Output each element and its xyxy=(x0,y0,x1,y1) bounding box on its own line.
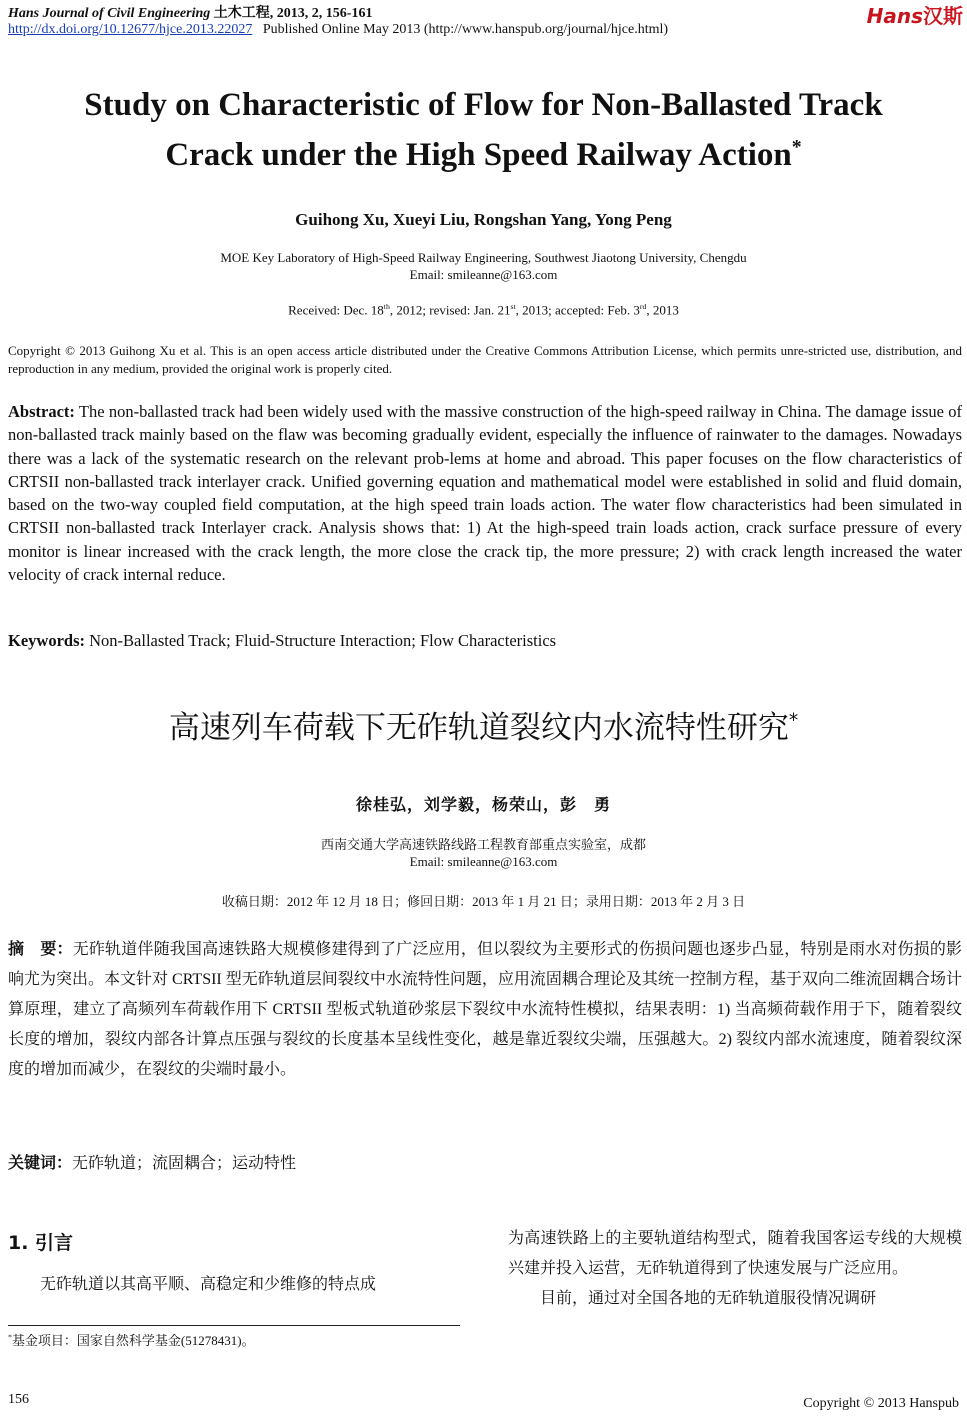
affiliation-en-line: MOE Key Laboratory of High-Speed Railway Engineering, Southwest Jiaotong University, Chengdu xyxy=(220,250,747,265)
abstract-cn-label: 摘 要： xyxy=(8,939,73,958)
journal-name-cn: 土木工程 xyxy=(213,6,270,21)
keywords-cn-label: 关键词： xyxy=(8,1153,73,1172)
volume-info: , 2013, 2, 156-161 xyxy=(269,6,373,21)
title-en-line-2-text: Crack under the High Speed Railway Action xyxy=(165,137,792,173)
abstract-cn-text: 无砟轨道伴随我国高速铁路大规模修建得到了广泛应用，但以裂纹为主要形式的伤损问题也逐步凸显，特别是雨水对伤损的影响尤为突出。本文针对 CRTSII 型无砟轨道层间裂纹中水流特性问题，应用流固耦合理论及其统一控制方程，基于双向二维流固耦合场计算原理，建立了高频列车荷载作用下 CRTSII 型板式轨道砂浆层下裂纹中水流特性模拟，结果表明：1) 当高频荷载作用于下，随着裂纹长度的增加，裂纹内部各计算点压强与裂纹的长度基本呈线性变化，越是靠近裂纹尖端，压强越大。2) 裂纹内部水流速度，随着裂纹深度的增加而减少，在裂纹的尖端时最小。 xyxy=(8,941,962,1078)
paper-title-en xyxy=(0,84,967,176)
journal-name: Hans Journal of Civil Engineering xyxy=(8,6,211,21)
published-online: Published Online May 2013 (http://www.hanspub.org/journal/hjce.html) xyxy=(262,22,669,37)
abstract-cn xyxy=(8,934,962,1085)
journal-citation xyxy=(8,2,372,22)
received-text-3: , 2013; accepted: Feb. 3 xyxy=(515,302,640,318)
abstract-en xyxy=(8,400,962,586)
affiliation-cn xyxy=(0,836,967,870)
authors-cn: 徐桂弘，刘学毅，杨荣山，彭 勇 xyxy=(355,795,611,814)
title-footnote-mark: * xyxy=(791,136,802,158)
authors-en: Guihong Xu, Xueyi Liu, Rongshan Yang, Yong Peng xyxy=(295,210,672,229)
page-number: 156 xyxy=(8,1392,29,1407)
footer-copyright: Copyright © 2013 Hanspub xyxy=(803,1396,959,1411)
keywords-label: Keywords: xyxy=(8,631,85,650)
received-sup-1: th xyxy=(383,302,390,311)
abstract-label: Abstract: xyxy=(8,402,75,421)
affiliation-cn-line: 西南交通大学高速铁路线路工程教育部重点实验室，成都 xyxy=(320,837,646,852)
footnote-funding xyxy=(8,1330,255,1349)
received-text-1: Received: Dec. 18 xyxy=(288,302,384,318)
keywords-en xyxy=(8,631,962,651)
affiliation-en xyxy=(0,249,967,283)
logo-text-en: Hans xyxy=(866,4,923,28)
intro-paragraph-left: 无砟轨道以其高平顺、高稳定和少维修的特点成 xyxy=(40,1276,377,1293)
received-sup-2: st xyxy=(510,302,516,311)
publication-line xyxy=(8,22,668,38)
intro-column-right xyxy=(508,1224,962,1314)
title-en-line-2 xyxy=(0,126,967,176)
section-heading-intro: 1. 引言 xyxy=(8,1232,74,1254)
footnote-divider xyxy=(8,1325,460,1326)
email-en: Email: smileanne@163.com xyxy=(409,267,558,282)
copyright-notice: Copyright © 2013 Guihong Xu et al. This is an open access article distributed under the Creative Commons Attribution License, which permits unre-stricted use, distribution, and reproduction in any medium, provided the original work is properly cited. xyxy=(8,343,962,376)
intro-paragraph-right-1: 为高速铁路上的主要轨道结构型式，随着我国客运专线的大规模兴建并投入运营，无砟轨道得到了快速发展与广泛应用。 xyxy=(508,1230,962,1277)
keywords-cn xyxy=(8,1150,962,1173)
intro-paragraph-right-2: 目前，通过对全国各地的无砟轨道服役情况调研 xyxy=(540,1290,877,1307)
logo-text-cn: 汉斯 xyxy=(923,4,963,28)
doi-link[interactable]: http://dx.doi.org/10.12677/hjce.2013.22027 xyxy=(8,22,253,37)
received-text-4: , 2013 xyxy=(646,302,679,318)
received-text-2: , 2012; revised: Jan. 21 xyxy=(389,302,511,318)
received-sup-3: rd xyxy=(639,302,647,311)
paper-title-cn xyxy=(0,702,967,747)
footnote-text: 基金项目：国家自然科学基金(51278431)。 xyxy=(11,1333,255,1348)
received-dates-cn: 收稿日期：2012 年 12 月 18 日；修回日期：2013 年 1 月 21 日；录用日期：2013 年 2 月 3 日 xyxy=(221,894,746,909)
abstract-text: The non-ballasted track had been widely used with the massive construction of the high-speed railway in China. The damage issue of non-ballasted track mainly based on the flaw was becoming gradually evident, especially the influence of rainwater to the damages. Nowadays there was a lack of the systematic research on the relevant prob-lems at home and abroad. This paper focuses on the flow characteristics of CRTSII non-ballasted track interlayer crack. Unified governing equation and mathematical model were established in solid and fluid domain, based on the two-way coupled field computation, at the high speed train loads action. The water flow characteristics had been simulated in CRTSII non-ballasted track Interlayer crack. Analysis shows that: 1) At the high-speed train loads action, crack surface pressure of every monitor is linear increased with the crack length, the more close the crack tip, the more pressure; 2) with crack length increased the water velocity of crack internal reduce. xyxy=(8,402,962,585)
title-cn-mark: * xyxy=(788,710,799,732)
hans-logo xyxy=(867,0,963,29)
footnote-mark: * xyxy=(8,1332,12,1342)
keywords-cn-text: 无砟轨道；流固耦合；运动特性 xyxy=(72,1155,297,1172)
title-en-line-1: Study on Characteristic of Flow for Non-Ballasted Track xyxy=(84,87,883,123)
title-cn-text: 高速列车荷载下无砟轨道裂纹内水流特性研究 xyxy=(168,710,789,746)
email-cn: Email: smileanne@163.com xyxy=(409,854,558,869)
received-dates xyxy=(0,302,967,318)
keywords-text: Non-Ballasted Track; Fluid-Structure Interaction; Flow Characteristics xyxy=(85,631,557,650)
